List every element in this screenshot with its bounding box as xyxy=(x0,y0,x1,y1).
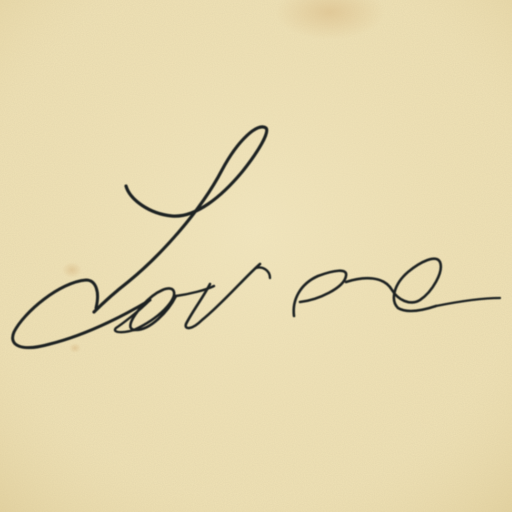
paper-stain-left xyxy=(62,262,82,278)
paper-stain-small xyxy=(69,343,81,353)
